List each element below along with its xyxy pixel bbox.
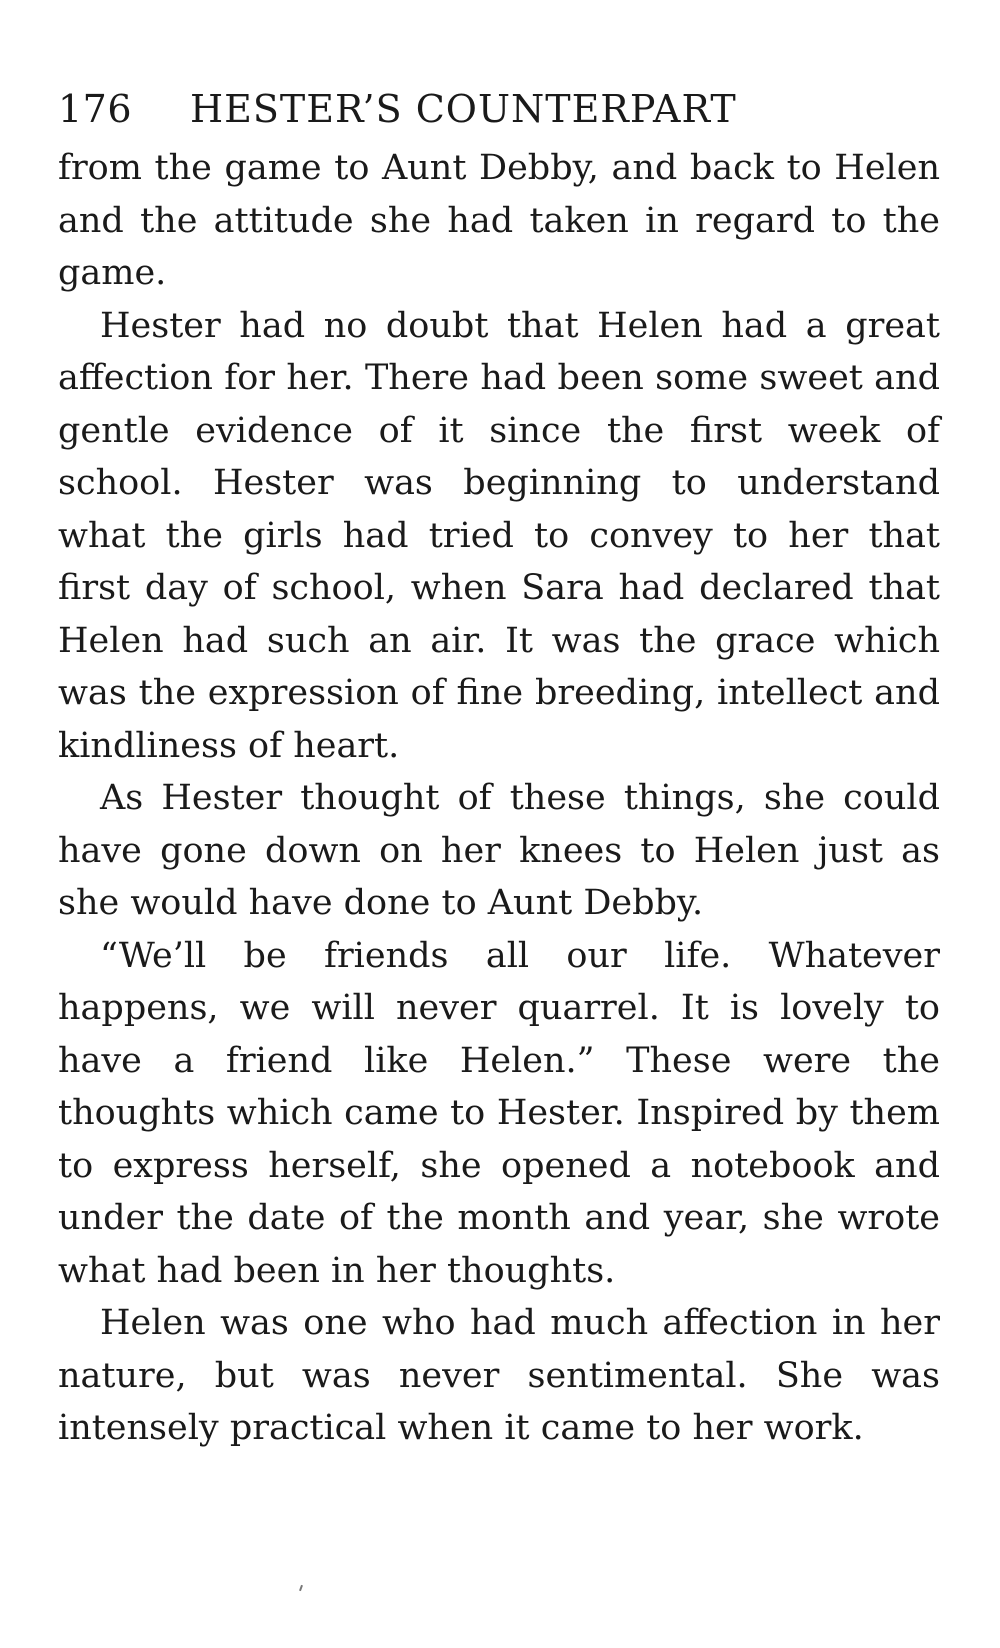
paragraph: “We’ll be friends all our life. Whatever happens, we will never quarrel. It is lovely to have a friend like Helen.” These were the thoughts which came to Hester. Inspired by them to express herself, she opened a notebook and under the date of the month and year, she wrote what had been in her thoughts. [58,935,940,1291]
running-title: HESTER’S COUNTERPART [190,87,737,131]
paragraph: Hester had no doubt that Helen had a great affection for her. There had been some sweet and gentle evidence of it since the first week of school. Hester was beginning to understand what the girls had tried to convey to her that first day of school, when Sara had declared that Helen had such an air. It was the grace which was the expression of fine breeding, intellect and kindliness of heart. [58,305,940,766]
running-head [58,84,940,134]
paper-speck [299,1585,303,1591]
paragraph: Helen was one who had much affection in her nature, but was never sentimental. She was intensely practical when it came to her work. [58,1303,940,1448]
paragraph: As Hester thought of these things, she could have gone down on her knees to Helen just as she would have done to Aunt Debby. [58,778,940,923]
paragraph-continued: from the game to Aunt Debby, and back to Helen and the attitude she had taken in regard to the game. [58,148,940,293]
body-text [58,142,940,1455]
page-number: 176 [58,87,133,131]
book-page [58,84,940,1455]
